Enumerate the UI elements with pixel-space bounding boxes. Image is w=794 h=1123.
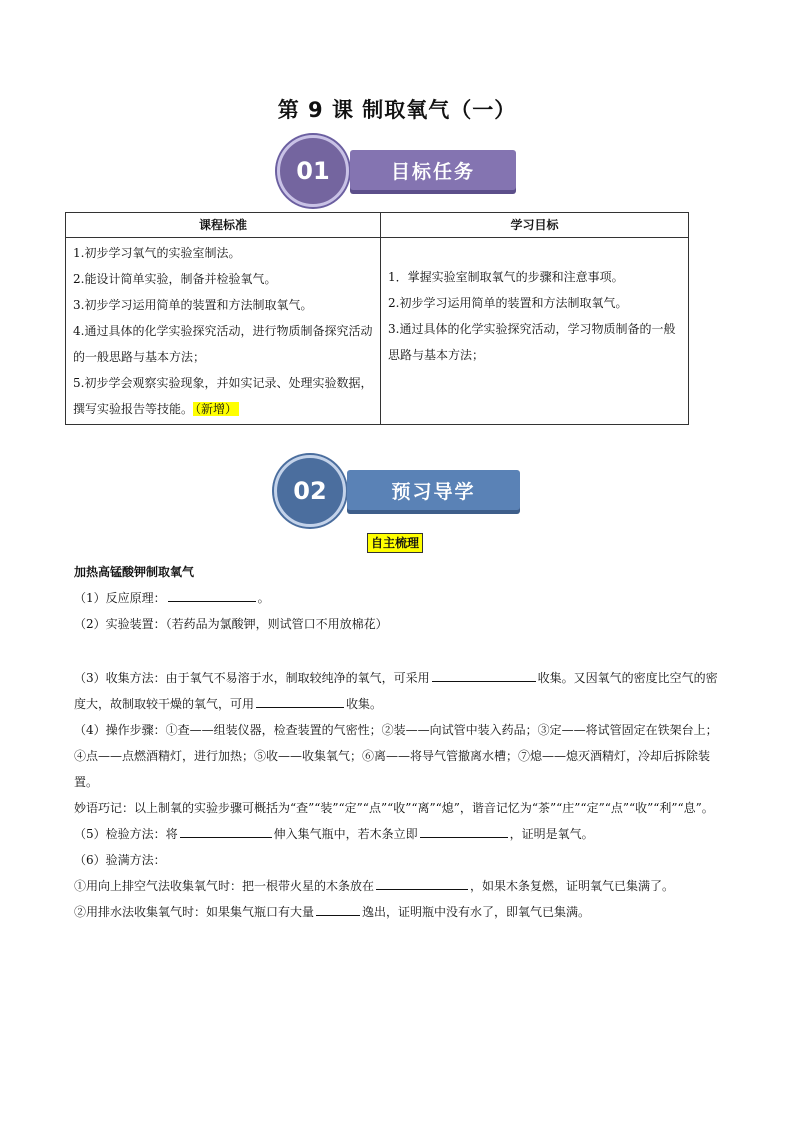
operation-steps: （4）操作步骤：①查——组装仪器，检查装置的气密性；②装——向试管中装入药品；③定——将试管固定在铁架台上；④点——点燃酒精灯，进行加热；⑤收——收集氧气；⑥离——将导气管撤离水槽；⑦熄——熄灭酒精灯，冷却后拆除装置。 bbox=[74, 723, 718, 789]
full-check-heading: （6）验满方法： bbox=[74, 853, 166, 867]
new-tag: （新增） bbox=[195, 402, 238, 416]
mnemonic: 妙语巧记：以上制氧的实验步骤可概括为“查”“装”“定”“点”“收”“离”“熄”，谐音记忆为“茶”“庄”“定”“点”“收”“利”“息”。 bbox=[74, 801, 714, 815]
page-title: 第 9 课 制取氧气（一） bbox=[277, 98, 517, 122]
fill-blank[interactable] bbox=[420, 823, 508, 838]
section-label: 目标任务 bbox=[350, 150, 516, 190]
content-body bbox=[74, 559, 724, 637]
apparatus-note: （2）实验装置：（若药品为氯酸钾，则试管口不用放棉花） bbox=[74, 617, 388, 631]
fill-blank[interactable] bbox=[180, 823, 272, 838]
objective-item: 1．掌握实验室制取氧气的步骤和注意事项。 bbox=[388, 270, 624, 284]
test-method: （5）检验方法：将 伸入集气瓶中，若木条立即 ，证明是氧气。 bbox=[74, 821, 724, 847]
standard-item: 3.初步学习运用简单的装置和方法制取氧气。 bbox=[73, 298, 313, 312]
content-body-2 bbox=[74, 665, 724, 925]
full-check-water: ②用排水法收集氧气时：如果集气瓶口有大量 逸出，证明瓶中没有水了，即氧气已集满。 bbox=[74, 899, 724, 925]
reaction-principle: （1）反应原理： 。 bbox=[74, 585, 724, 611]
fill-blank[interactable] bbox=[256, 693, 344, 708]
standards-cell bbox=[66, 238, 381, 425]
standard-item: 5.初步学会观察实验现象，并如实记录、处理实验数据，撰写实验报告等技能。 （新增） bbox=[73, 376, 373, 416]
fill-blank[interactable] bbox=[432, 667, 536, 682]
standard-item: 4.通过具体的化学实验探究活动，进行物质制备探究活动的一般思路与基本方法； bbox=[73, 324, 373, 364]
section-number: 02 bbox=[274, 455, 346, 527]
objective-item: 3.通过具体的化学实验探究活动，学习物质制备的一般思路与基本方法； bbox=[388, 322, 676, 362]
fill-blank[interactable] bbox=[376, 875, 468, 890]
self-study-tag: 自主梳理 bbox=[367, 533, 423, 553]
section-number: 01 bbox=[277, 135, 349, 207]
fill-blank[interactable] bbox=[168, 587, 256, 602]
goals-table bbox=[65, 212, 689, 425]
section-heading: 加热高锰酸钾制取氧气 bbox=[74, 565, 195, 579]
collection-method: （3）收集方法：由于氧气不易溶于水，制取较纯净的氧气，可采用 收集。又因氧气的密度比空气的密度大，故制取较干燥的氧气，可用 收集。 bbox=[74, 665, 724, 717]
fill-blank[interactable] bbox=[316, 901, 360, 916]
standard-item: 1.初步学习氧气的实验室制法。 bbox=[73, 246, 241, 260]
full-check-air: ①用向上排空气法收集氧气时：把一根带火星的木条放在 ，如果木条复燃，证明氧气已集满了。 bbox=[74, 873, 724, 899]
table-header-objectives: 学习目标 bbox=[381, 213, 689, 238]
table-header-standards: 课程标准 bbox=[66, 213, 381, 238]
standard-item: 2.能设计简单实验，制备并检验氧气。 bbox=[73, 272, 277, 286]
section-label: 预习导学 bbox=[347, 470, 520, 510]
objectives-cell bbox=[381, 238, 689, 425]
objective-item: 2.初步学习运用简单的装置和方法制取氧气。 bbox=[388, 296, 628, 310]
